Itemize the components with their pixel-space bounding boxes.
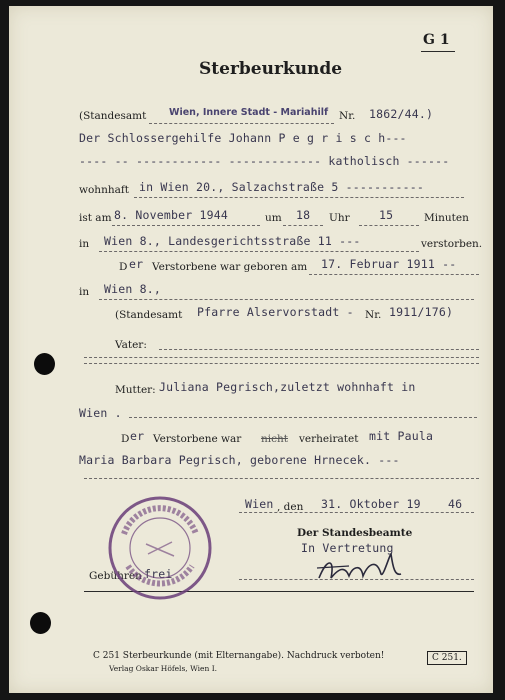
minuten-label: Minuten (424, 212, 469, 224)
standesbeamte-label: Der Standesbeamte (297, 527, 413, 539)
spouse-line-2: Maria Barbara Pegrisch, geborene Hrnecek. --- (79, 453, 400, 467)
punch-hole-upper (34, 353, 55, 375)
marriage-underline (84, 478, 479, 479)
vater-underline-3 (84, 363, 479, 364)
wohnhaft-label: wohnhaft (79, 184, 129, 196)
vertretung-value: In Vertretung (301, 541, 394, 555)
ist-am-label: ist am (79, 212, 112, 224)
footer-code: C 251. (427, 651, 467, 665)
death-place-underline (99, 251, 419, 252)
vater-underline-1 (159, 349, 479, 350)
verheiratet-label: verheiratet (299, 433, 359, 445)
gebuehren-label: Gebühren (89, 570, 142, 582)
wohnhaft-value: in Wien 20., Salzachstraße 5 ----------- (139, 180, 424, 194)
minute-underline (359, 225, 419, 226)
form-code-underline (421, 51, 455, 52)
frei-value: frei (144, 567, 173, 581)
birth-date-value: 17. Februar 1911 -- (321, 257, 457, 271)
punch-hole-lower (30, 612, 51, 634)
religion-line: ---- -- ------------ ------------- katholisch ------ (79, 154, 450, 168)
birth-nr-value: 1911/176) (389, 305, 454, 319)
hour-underline (283, 225, 323, 226)
death-minute-value: 15 (379, 208, 394, 222)
gender-typed: er (129, 257, 144, 271)
issue-date-underline (239, 512, 474, 513)
birth-place-underline (99, 299, 474, 300)
standesamt-underline (149, 123, 334, 124)
den-label: , den (277, 501, 304, 513)
signature (309, 548, 419, 588)
footer-text: C 251 Sterbeurkunde (mit Elternangabe). Nachdruck verboten! (93, 651, 385, 661)
der2-prefix: D (121, 433, 130, 445)
standesamt-value: Wien, Innere Stadt - Mariahilf (169, 107, 329, 118)
birth-in-label: in (79, 286, 90, 298)
form-code: G 1 (423, 32, 450, 48)
nicht-struck: nicht (261, 433, 288, 445)
birth-standesamt-value: Pfarre Alservorstadt - (197, 305, 354, 319)
vater-underline-2 (84, 357, 479, 358)
mutter-value: Juliana Pegrisch,zuletzt wohnhaft in (159, 380, 416, 394)
gender-typed-2: er (130, 429, 145, 443)
death-place-value: Wien 8., Landesgerichtsstraße 11 --- (104, 234, 361, 248)
mutter-line-2: Wien . (79, 406, 122, 420)
birth-nr-label: Nr. (365, 309, 382, 321)
deceased-name-line: Der Schlossergehilfe Johann P e g r i s c h--- (79, 131, 407, 145)
death-date-value: 8. November 1944 (114, 208, 228, 222)
issue-date-value: 31. Oktober 19 (321, 497, 421, 511)
publisher-text: Verlag Oskar Höfels, Wien I. (109, 664, 218, 673)
verstorben-label: verstorben. (421, 238, 483, 250)
page-title: Sterbeurkunde (199, 59, 343, 79)
death-certificate-page (9, 6, 493, 693)
nr-value: 1862/44.) (369, 107, 434, 121)
der-prefix: D (119, 261, 128, 273)
vater-label: Vater: (115, 339, 147, 351)
geboren-label: Verstorbene war geboren am (152, 261, 308, 273)
birth-standesamt-label: (Standesamt (115, 309, 183, 321)
mutter-label: Mutter: (115, 384, 156, 396)
standesamt-label: (Standesamt (79, 110, 147, 122)
birth-place-value: Wien 8., (104, 282, 161, 296)
death-hour-value: 18 (296, 208, 311, 222)
in-label: in (79, 238, 90, 250)
birth-date-underline (309, 274, 479, 275)
issue-city-value: Wien (245, 497, 274, 511)
uhr-label: Uhr (329, 212, 350, 224)
um-label: um (265, 212, 282, 224)
signature-underline (239, 579, 474, 580)
spouse-value: mit Paula (369, 429, 434, 443)
official-seal-stamp (106, 494, 214, 602)
verstorbene-war-label: Verstorbene war (153, 433, 242, 445)
wohnhaft-underline (134, 197, 464, 198)
nr-label: Nr. (339, 110, 356, 122)
issue-year-value: 46 (448, 497, 463, 511)
death-date-underline (112, 225, 260, 226)
mutter-underline (129, 417, 477, 418)
